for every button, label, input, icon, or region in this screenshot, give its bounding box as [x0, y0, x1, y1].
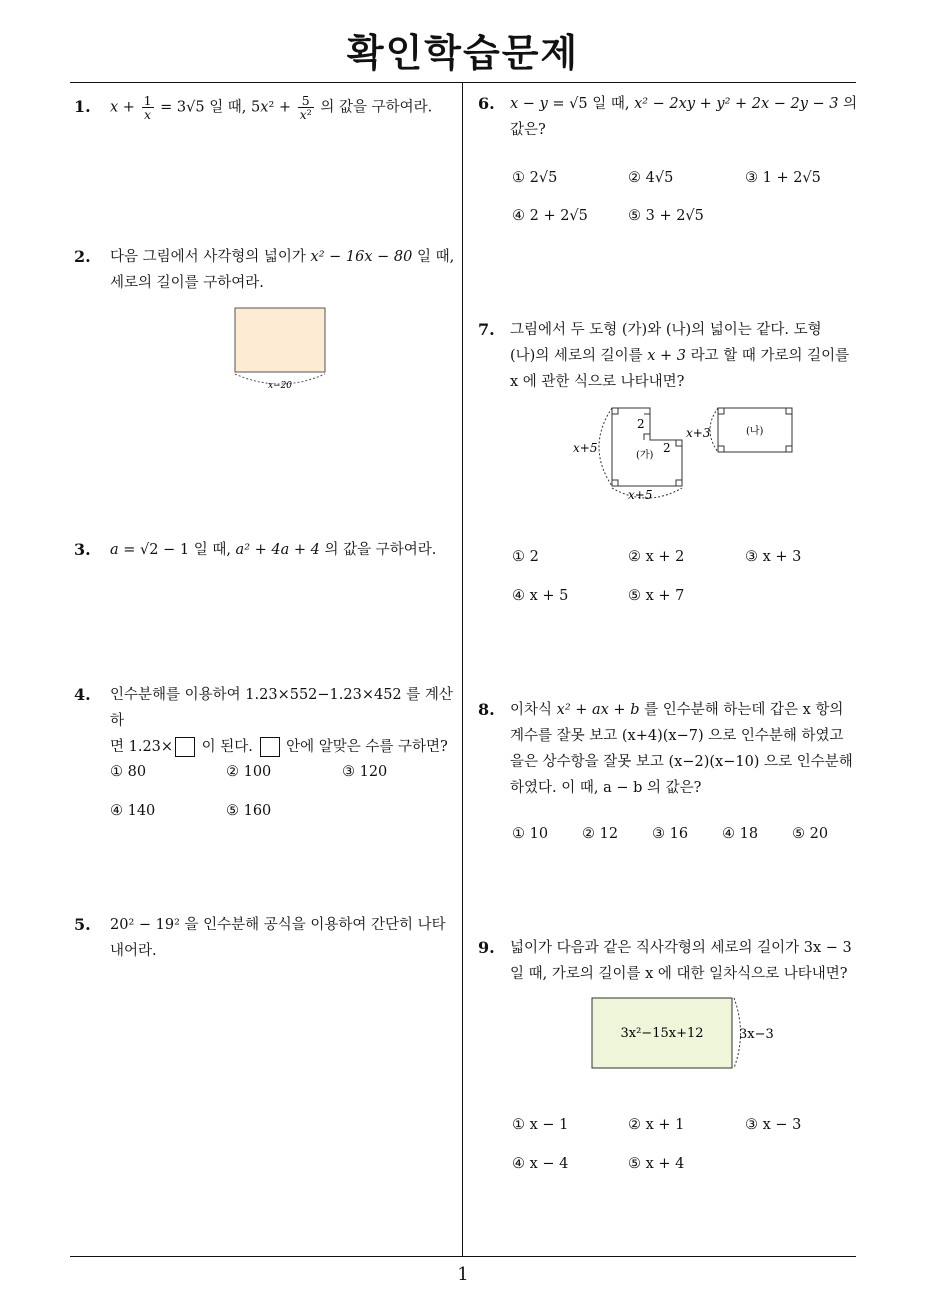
label-bottom: x+5 [628, 488, 653, 502]
height-label: 3x−3 [739, 1027, 774, 1042]
option-5[interactable]: ⑤ x + 4 [628, 1156, 685, 1172]
question-number: 3. [74, 540, 91, 559]
option-4[interactable]: ④ 18 [722, 826, 759, 842]
option-3[interactable]: ③ 120 [342, 764, 388, 780]
question-text: 20² − 19² 을 인수분해 공식을 이용하여 간단히 나타 내어라. [110, 917, 446, 959]
option-2[interactable]: ② x + 1 [628, 1117, 685, 1133]
option-3[interactable]: ③ 1 + 2√5 [745, 170, 821, 186]
question-number: 9. [478, 938, 495, 957]
question-4 [74, 682, 460, 760]
label-na: (나) [746, 426, 764, 437]
option-3[interactable]: ③ x + 3 [745, 549, 802, 565]
question-number: 6. [478, 94, 495, 113]
question-7 [478, 317, 864, 395]
question-text: a = √2 − 1 일 때, a² + 4a + 4 의 값을 구하여라. [110, 542, 437, 558]
page-number: 1 [457, 1264, 469, 1285]
width-label: x−20 [267, 381, 293, 391]
label-height-na: x+3 [686, 426, 711, 440]
option-1[interactable]: ① 2√5 [512, 170, 558, 186]
question-2 [74, 244, 460, 296]
question-number: 2. [74, 247, 91, 266]
option-2[interactable]: ② 4√5 [628, 170, 674, 186]
question-6 [478, 91, 864, 143]
bottom-rule [70, 1256, 856, 1257]
question-1 [74, 94, 454, 121]
option-4[interactable]: ④ x − 4 [512, 1156, 569, 1172]
question-9-figure [585, 992, 785, 1074]
option-5[interactable]: ⑤ x + 7 [628, 588, 685, 604]
column-divider [462, 82, 463, 1257]
question-text: x − y = √5 일 때, x² − 2xy + y² + 2x − 2y − 3 의 값은? [510, 96, 858, 138]
option-4[interactable]: ④ 140 [110, 803, 156, 819]
rectangle-shape [235, 308, 325, 372]
blank-box [260, 737, 280, 757]
option-1[interactable]: ① 80 [110, 764, 147, 780]
label-top-notch: 2 [637, 417, 645, 431]
area-label: 3x²−15x+12 [620, 1026, 704, 1041]
question-text: 인수분해를 이용하여 1.23×552−1.23×452 를 계산하 면 1.23× 이 된다. 안에 알맞은 수를 구하면? [110, 687, 453, 755]
label-left: x+5 [573, 441, 598, 455]
option-2[interactable]: ② 100 [226, 764, 272, 780]
question-8 [478, 697, 864, 801]
option-3[interactable]: ③ x − 3 [745, 1117, 802, 1133]
question-text: 그림에서 두 도형 (가)와 (나)의 넓이는 같다. 도형 (나)의 세로의 길이를 x + 3 라고 할 때 가로의 길이를 x 에 관한 식으로 나타내면? [510, 322, 850, 390]
label-step: 2 [663, 441, 671, 455]
question-9 [478, 935, 864, 987]
page-title: 확인학습문제 [346, 31, 580, 75]
question-number: 4. [74, 685, 91, 704]
question-number: 5. [74, 915, 91, 934]
blank-box [175, 737, 195, 757]
option-1[interactable]: ① 2 [512, 549, 539, 565]
question-number: 1. [74, 97, 91, 116]
option-5[interactable]: ⑤ 3 + 2√5 [628, 208, 704, 224]
top-rule [70, 82, 856, 83]
question-number: 8. [478, 700, 495, 719]
question-3 [74, 537, 454, 563]
question-text: 다음 그림에서 사각형의 넓이가 x² − 16x − 80 일 때, 세로의 길이를 구하여라. [110, 249, 455, 291]
option-4[interactable]: ④ x + 5 [512, 588, 569, 604]
option-5[interactable]: ⑤ 20 [792, 826, 829, 842]
question-text: 넓이가 다음과 같은 직사각형의 세로의 길이가 3x − 3 일 때, 가로의 길이를 x 에 대한 일차식으로 나타내면? [510, 940, 852, 982]
option-1[interactable]: ① 10 [512, 826, 549, 842]
option-2[interactable]: ② 12 [582, 826, 619, 842]
question-2-figure [225, 300, 335, 395]
label-ga: (가) [636, 450, 654, 461]
question-text: 이차식 x² + ax + b 를 인수분해 하는데 갑은 x 항의 계수를 잘못 보고 (x+4)(x−7) 으로 인수분해 하였고 을은 상수항을 잘못 보고 (x−2)(x−10) 으로 인수분해 하였다. 이 때, a − b 의 값은? [510, 702, 853, 796]
question-7-figure [570, 400, 800, 505]
option-4[interactable]: ④ 2 + 2√5 [512, 208, 588, 224]
question-number: 7. [478, 320, 495, 339]
option-3[interactable]: ③ 16 [652, 826, 689, 842]
question-text: x + $\frac{1}{x}$ = 3√5 일 때, 5x² + $\frac{5}{\text{x²}}$ 의 값을 구하여라. [110, 93, 433, 122]
option-1[interactable]: ① x − 1 [512, 1117, 569, 1133]
question-5 [74, 912, 460, 964]
option-2[interactable]: ② x + 2 [628, 549, 685, 565]
option-5[interactable]: ⑤ 160 [226, 803, 272, 819]
